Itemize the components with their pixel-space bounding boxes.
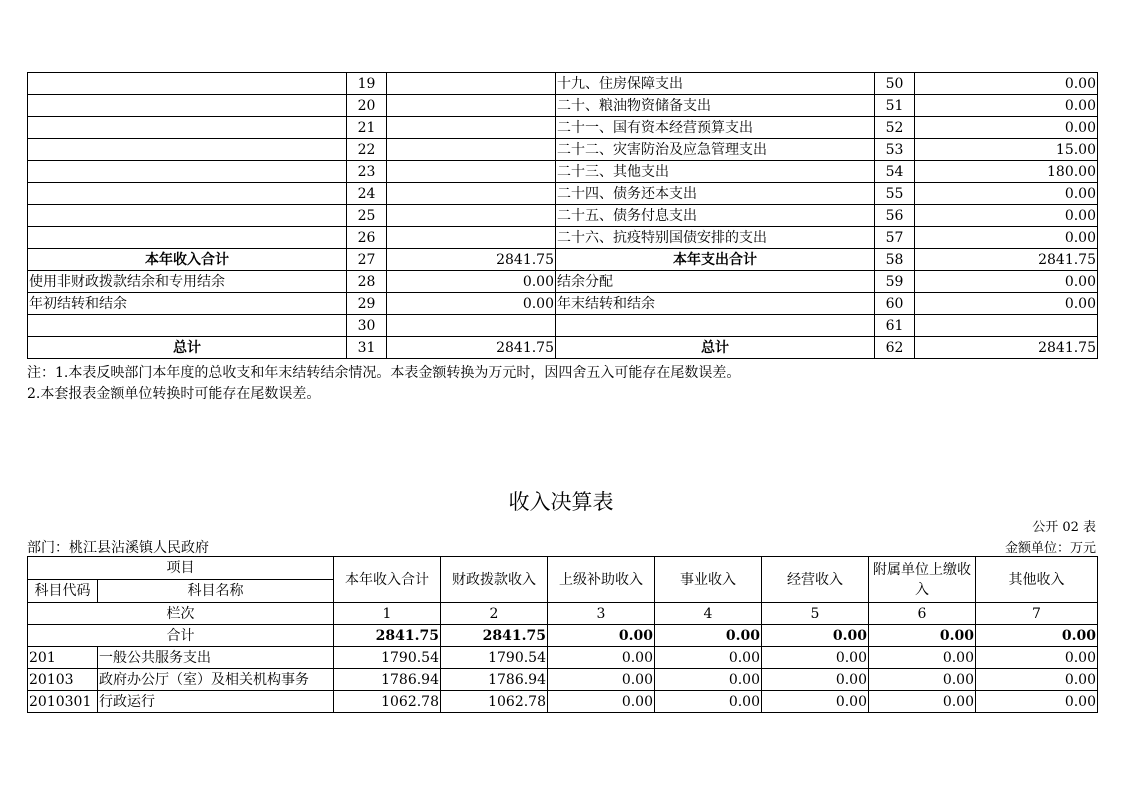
income-line-number: 31 [347,337,387,359]
subject-name: 一般公共服务支出 [98,647,334,669]
header-item: 项目 [28,557,334,580]
income-item-name [28,227,347,249]
expense-line-number: 57 [875,227,915,249]
table-row [28,647,1098,669]
income-line-number: 27 [347,249,387,271]
income-amount: 2841.75 [387,249,556,271]
income-table-title: 收入决算表 [508,490,614,514]
expense-line-number: 50 [875,73,915,95]
department-label: 部门：桃江县沾溪镇人民政府 [27,540,209,556]
income-amount: 2841.75 [387,337,556,359]
income-line-number: 20 [347,95,387,117]
income-amount [387,161,556,183]
income-line-number: 21 [347,117,387,139]
income-value: 0.00 [548,691,655,713]
note-line-1: 注：1.本表反映部门本年度的总收支和年末结转结余情况。本表金额转换为万元时，因四舍五入可能存在尾数误差。 [27,365,741,381]
expense-amount: 0.00 [915,227,1098,249]
income-amount [387,205,556,227]
table-row [28,183,1098,205]
income-amount: 0.00 [387,293,556,315]
income-value: 0.00 [976,647,1098,669]
header-affiliated: 附属单位上缴收入 [869,557,976,603]
total-value: 0.00 [655,625,762,647]
income-value: 0.00 [655,691,762,713]
expense-item-name: 二十五、债务付息支出 [556,205,875,227]
expense-amount [915,315,1098,337]
income-line-number: 24 [347,183,387,205]
expense-amount: 0.00 [915,271,1098,293]
column-number: 3 [548,603,655,625]
income-value: 0.00 [869,647,976,669]
income-value: 0.00 [655,669,762,691]
expense-line-number: 52 [875,117,915,139]
income-item-name [28,73,347,95]
expense-item-name [556,315,875,337]
expense-amount: 0.00 [915,117,1098,139]
table-row [28,315,1098,337]
income-item-name [28,183,347,205]
income-item-name [28,161,347,183]
total-value: 2841.75 [441,625,548,647]
expense-item-name: 结余分配 [556,271,875,293]
income-amount: 0.00 [387,271,556,293]
income-value: 1062.78 [441,691,548,713]
total-value: 0.00 [548,625,655,647]
column-number-row [28,603,1098,625]
expense-amount: 0.00 [915,205,1098,227]
table-row [28,227,1098,249]
income-value: 1062.78 [334,691,441,713]
subject-code: 201 [28,647,98,669]
form-number: 公开 02 表 [1032,520,1096,535]
expense-line-number: 56 [875,205,915,227]
income-value: 0.00 [762,691,869,713]
header-name: 科目名称 [98,580,334,603]
income-item-name: 本年收入合计 [28,249,347,271]
income-amount [387,315,556,337]
expense-line-number: 55 [875,183,915,205]
income-value: 0.00 [869,691,976,713]
income-value: 0.00 [655,647,762,669]
income-line-number: 25 [347,205,387,227]
income-item-name [28,117,347,139]
column-number: 2 [441,603,548,625]
income-line-number: 26 [347,227,387,249]
header-subsidy: 上级补助收入 [548,557,655,603]
income-value: 0.00 [548,647,655,669]
table-row [28,117,1098,139]
subject-name: 行政运行 [98,691,334,713]
total-value: 0.00 [869,625,976,647]
income-value: 0.00 [762,647,869,669]
table-row [28,271,1098,293]
column-number: 7 [976,603,1098,625]
table-row [28,249,1098,271]
expense-amount: 0.00 [915,95,1098,117]
expense-item-name: 年末结转和结余 [556,293,875,315]
table-row [28,205,1098,227]
table-row [28,669,1098,691]
income-line-number: 22 [347,139,387,161]
header-operating: 经营收入 [762,557,869,603]
expense-item-name: 十九、住房保障支出 [556,73,875,95]
header-other: 其他收入 [976,557,1098,603]
total-label: 合计 [28,625,334,647]
notes [27,363,740,405]
table-row [28,161,1098,183]
total-value: 0.00 [762,625,869,647]
expense-amount: 2841.75 [915,337,1098,359]
balance-table [27,72,1098,359]
expense-item-name: 本年支出合计 [556,249,875,271]
income-line-number: 23 [347,161,387,183]
note-line-2: 2.本套报表金额单位转换时可能存在尾数误差。 [27,386,321,402]
header-code: 科目代码 [28,580,98,603]
table-row [28,337,1098,359]
income-value: 1790.54 [441,647,548,669]
expense-item-name: 二十、粮油物资储备支出 [556,95,875,117]
income-value: 0.00 [976,691,1098,713]
column-number-label: 栏次 [28,603,334,625]
total-row [28,625,1098,647]
expense-line-number: 60 [875,293,915,315]
table-row [28,691,1098,713]
unit-label: 金额单位：万元 [1004,541,1096,556]
income-value: 1786.94 [334,669,441,691]
expense-amount: 2841.75 [915,249,1098,271]
expense-line-number: 53 [875,139,915,161]
table-row [28,139,1098,161]
expense-item-name: 二十六、抗疫特别国债安排的支出 [556,227,875,249]
header-fiscal: 财政拨款收入 [441,557,548,603]
table-row [28,293,1098,315]
expense-amount: 15.00 [915,139,1098,161]
income-table [27,556,1098,713]
header-total-income: 本年收入合计 [334,557,441,603]
column-number: 6 [869,603,976,625]
table-row [28,73,1098,95]
income-value: 0.00 [548,669,655,691]
income-value: 0.00 [869,669,976,691]
subject-code: 20103 [28,669,98,691]
income-amount [387,183,556,205]
income-amount [387,139,556,161]
income-line-number: 28 [347,271,387,293]
expense-item-name: 二十二、灾害防治及应急管理支出 [556,139,875,161]
income-item-name: 使用非财政拨款结余和专用结余 [28,271,347,293]
expense-line-number: 58 [875,249,915,271]
expense-line-number: 54 [875,161,915,183]
income-value: 0.00 [976,669,1098,691]
expense-amount: 0.00 [915,293,1098,315]
income-item-name [28,95,347,117]
income-amount [387,95,556,117]
income-item-name [28,139,347,161]
header-business: 事业收入 [655,557,762,603]
expense-line-number: 59 [875,271,915,293]
subject-code: 2010301 [28,691,98,713]
expense-line-number: 51 [875,95,915,117]
expense-item-name: 二十三、其他支出 [556,161,875,183]
column-number: 5 [762,603,869,625]
income-amount [387,73,556,95]
expense-item-name: 二十四、债务还本支出 [556,183,875,205]
income-amount [387,117,556,139]
expense-amount: 0.00 [915,183,1098,205]
subject-name: 政府办公厅（室）及相关机构事务 [98,669,334,691]
total-value: 2841.75 [334,625,441,647]
income-value: 0.00 [762,669,869,691]
income-item-name: 年初结转和结余 [28,293,347,315]
header-row-1 [28,557,1098,580]
income-value: 1790.54 [334,647,441,669]
total-value: 0.00 [976,625,1098,647]
expense-item-name: 二十一、国有资本经营预算支出 [556,117,875,139]
expense-line-number: 61 [875,315,915,337]
income-item-name [28,205,347,227]
expense-amount: 0.00 [915,73,1098,95]
table-row [28,95,1098,117]
income-line-number: 19 [347,73,387,95]
expense-item-name: 总计 [556,337,875,359]
income-line-number: 30 [347,315,387,337]
income-line-number: 29 [347,293,387,315]
expense-line-number: 62 [875,337,915,359]
column-number: 4 [655,603,762,625]
expense-amount: 180.00 [915,161,1098,183]
income-item-name: 总计 [28,337,347,359]
income-value: 1786.94 [441,669,548,691]
column-number: 1 [334,603,441,625]
income-item-name [28,315,347,337]
income-amount [387,227,556,249]
